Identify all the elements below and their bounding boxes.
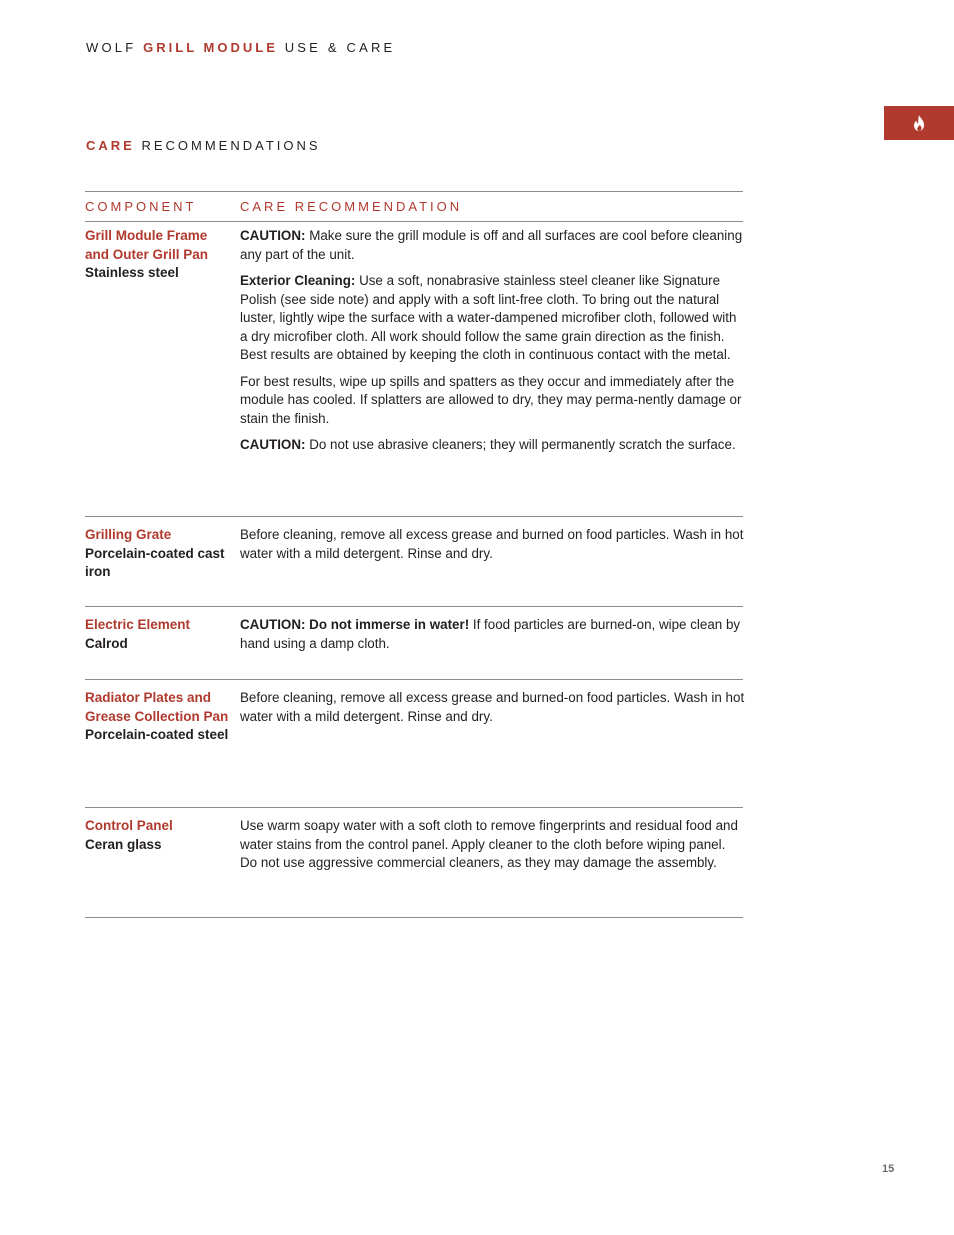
component-cell xyxy=(85,689,230,745)
recommendation-paragraph xyxy=(240,689,745,726)
component-name: Control Panel xyxy=(85,818,173,833)
recommendation-paragraph xyxy=(240,373,745,429)
table-body xyxy=(85,222,743,918)
recommendation-cell xyxy=(240,526,745,571)
recommendation-bold-lead: Exterior Cleaning: xyxy=(240,273,356,288)
header-prefix: WOLF xyxy=(86,40,137,55)
recommendation-text: Use warm soapy water with a soft cloth to remove fingerprints and residual food and water stains from the control panel. Apply cleaner to the cloth before wiping panel. Do not use aggressive commercial cleaners, as they may damage the assembly. xyxy=(240,818,738,870)
column-header-care-recommendation: CARE RECOMMENDATION xyxy=(240,199,463,214)
recommendation-text: Do not use abrasive cleaners; they will permanently scratch the surface. xyxy=(305,437,736,452)
section-tab xyxy=(884,106,954,140)
recommendation-paragraph xyxy=(240,227,745,264)
recommendation-bold-lead: CAUTION: xyxy=(240,437,306,452)
care-table xyxy=(85,191,743,918)
recommendation-text: Use a soft, nonabrasive stainless steel cleaner like Signature Polish (see side note) and apply with a soft lint-free cloth. To bring out the natural luster, lightly wipe the surface with a water-dampened microfiber cloth, followed with a dry microfiber cloth. All work should follow the same grain direction as the finish. Best results are obtained by keeping the cloth in continuous contact with the metal. xyxy=(240,273,737,362)
table-row xyxy=(85,808,743,918)
recommendation-paragraph xyxy=(240,616,745,653)
recommendation-text: For best results, wipe up spills and spatters as they occur and immediately after the module has cooled. If splatters are allowed to dry, they may perma-nently damage or stain the finish. xyxy=(240,373,742,426)
component-material: Ceran glass xyxy=(85,836,162,852)
table-row xyxy=(85,517,743,607)
header-highlight: GRILL MODULE xyxy=(143,40,278,55)
component-material: Porcelain-coated cast iron xyxy=(85,545,225,579)
running-header xyxy=(86,40,395,55)
section-title-rest: RECOMMENDATIONS xyxy=(141,138,321,153)
recommendation-text: Make sure the grill module is off and all surfaces are cool before cleaning any part of the unit. xyxy=(240,228,743,262)
section-title xyxy=(86,138,321,153)
component-cell xyxy=(85,227,225,283)
component-cell xyxy=(85,526,225,582)
recommendation-text: Before cleaning, remove all excess grease and burned on food particles. Wash in hot water with a mild detergent. Rinse and dry. xyxy=(240,527,744,561)
section-title-highlight: CARE xyxy=(86,138,135,153)
recommendation-paragraph xyxy=(240,272,745,365)
component-name: Radiator Plates and Grease Collection Pan xyxy=(85,690,229,724)
component-cell xyxy=(85,616,225,653)
recommendation-cell xyxy=(240,817,745,881)
flame-icon xyxy=(912,115,926,131)
recommendation-bold-lead: CAUTION: xyxy=(240,228,306,243)
component-material: Stainless steel xyxy=(85,265,179,280)
component-name: Grill Module Frame and Outer Grill Pan xyxy=(85,228,209,262)
recommendation-cell xyxy=(240,689,745,734)
page-number: 15 xyxy=(882,1163,895,1175)
component-name: Electric Element xyxy=(85,617,191,632)
table-row xyxy=(85,607,743,680)
table-row xyxy=(85,222,743,517)
recommendation-paragraph xyxy=(240,436,745,455)
recommendation-text: If food particles are burned-on, wipe clean by hand using a damp cloth. xyxy=(240,617,741,651)
component-name: Grilling Grate xyxy=(85,527,172,542)
table-row xyxy=(85,680,743,808)
column-header-component: COMPONENT xyxy=(85,199,197,214)
recommendation-cell xyxy=(240,227,745,463)
recommendation-paragraph xyxy=(240,526,745,563)
component-material: Calrod xyxy=(85,635,128,651)
header-suffix: USE & CARE xyxy=(284,40,396,55)
table-header xyxy=(85,191,743,222)
recommendation-text: Before cleaning, remove all excess grease and burned-on food particles. Wash in hot water with a mild detergent. Rinse and dry. xyxy=(240,690,745,724)
component-cell xyxy=(85,817,225,854)
recommendation-paragraph xyxy=(240,817,745,873)
component-material: Porcelain-coated steel xyxy=(85,727,229,742)
recommendation-bold-lead: CAUTION: Do not immerse in water! xyxy=(240,617,470,632)
recommendation-cell xyxy=(240,616,745,661)
